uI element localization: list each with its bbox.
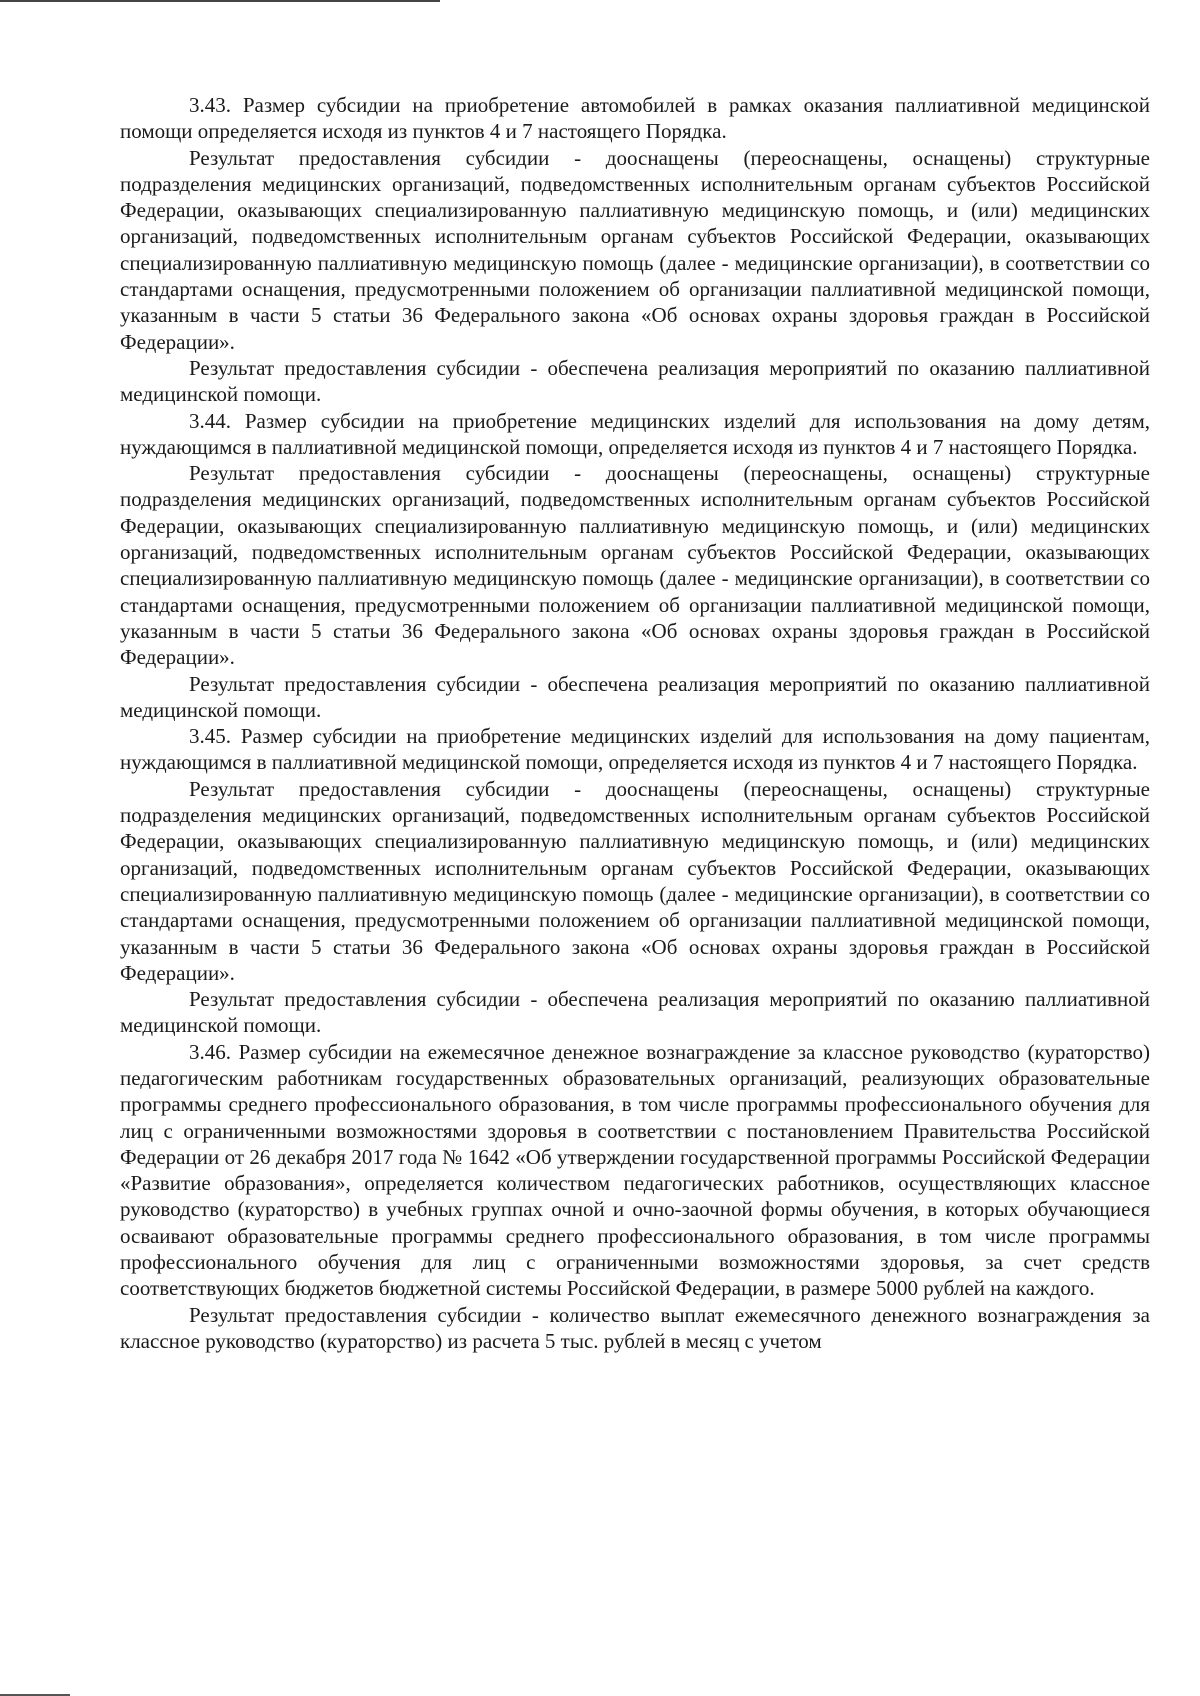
paragraph-3-45: 3.45. Размер субсидии на приобретение медицинских изделий для использования на дому пациентам, нуждающимся в паллиативной медицинской помощи, определяется исходя из пунктов 4 и 7 настоящего Порядка. [120,724,1150,775]
paragraph-result-payments: Результат предоставления субсидии - количество выплат ежемесячного денежного вознаграждения за классное руководство (кураторство) из расчета 5 тыс. рублей в месяц с учетом [120,1302,1150,1353]
paragraph-result-equipped: Результат предоставления субсидии - дооснащены (переоснащены, оснащены) структурные подразделения медицинских организаций, подведомственных исполнительным органам субъектов Российской Федерации, оказывающих специализированную паллиативную медицинскую помощь, и (или) медицинских организаций, подведомственных исполнительным органам субъектов Российской Федерации, оказывающих специализированную паллиативную медицинскую помощь (далее - медицинские организации), в соответствии со стандартами оснащения, предусмотренными положением об организации паллиативной медицинской помощи, указанным в части 5 статьи 36 Федерального закона «Об основах охраны здоровья граждан в Российской Федерации». [120,461,1150,670]
document-page [120,92,1150,1354]
top-scan-rule [0,0,440,2]
paragraph-3-46: 3.46. Размер субсидии на ежемесячное денежное вознаграждение за классное руководство (кураторство) педагогическим работникам государственных образовательных организаций, реализующих образовательные программы среднего профессионального образования, в том числе программы профессионального обучения для лиц с ограниченными возможностями здоровья в соответствии с постановлением Правительства Российской Федерации от 26 декабря 2017 года № 1642 «Об утверждении государственной программы Российской Федерации «Развитие образования», определяется количеством педагогических работников, осуществляющих классное руководство (кураторство) в учебных группах очной и очно-заочной формы обучения, в которых обучающиеся осваивают образовательные программы среднего профессионального образования, в том числе программы профессионального обучения для лиц с ограниченными возможностями здоровья, за счет средств соответствующих бюджетов бюджетной системы Российской Федерации, в размере 5000 рублей на каждого. [120,1039,1150,1301]
paragraph-3-44: 3.44. Размер субсидии на приобретение медицинских изделий для использования на дому детям, нуждающимся в паллиативной медицинской помощи, определяется исходя из пунктов 4 и 7 настоящего Порядка. [120,408,1150,459]
paragraph-result-implemented: Результат предоставления субсидии - обеспечена реализация мероприятий по оказанию паллиативной медицинской помощи. [120,355,1150,407]
paragraph-result-implemented: Результат предоставления субсидии - обеспечена реализация мероприятий по оказанию паллиативной медицинской помощи. [120,671,1150,722]
paragraph-result-equipped: Результат предоставления субсидии - дооснащены (переоснащены, оснащены) структурные подразделения медицинских организаций, подведомственных исполнительным органам субъектов Российской Федерации, оказывающих специализированную паллиативную медицинскую помощь, и (или) медицинских организаций, подведомственных исполнительным органам субъектов Российской Федерации, оказывающих специализированную паллиативную медицинскую помощь (далее - медицинские организации), в соответствии со стандартами оснащения, предусмотренными положением об организации паллиативной медицинской помощи, указанным в части 5 статьи 36 Федерального закона «Об основах охраны здоровья граждан в Российской Федерации». [120,145,1150,354]
paragraph-3-43: 3.43. Размер субсидии на приобретение автомобилей в рамках оказания паллиативной медицинской помощи определяется исходя из пунктов 4 и 7 настоящего Порядка. [120,93,1150,144]
paragraph-result-implemented: Результат предоставления субсидии - обеспечена реализация мероприятий по оказанию паллиативной медицинской помощи. [120,987,1150,1038]
paragraph-result-equipped: Результат предоставления субсидии - дооснащены (переоснащены, оснащены) структурные подразделения медицинских организаций, подведомственных исполнительным органам субъектов Российской Федерации, оказывающих специализированную паллиативную медицинскую помощь, и (или) медицинских организаций, подведомственных исполнительным органам субъектов Российской Федерации, оказывающих специализированную паллиативную медицинскую помощь (далее - медицинские организации), в соответствии со стандартами оснащения, предусмотренными положением об организации паллиативной медицинской помощи, указанным в части 5 статьи 36 Федерального закона «Об основах охраны здоровья граждан в Российской Федерации». [120,776,1150,985]
